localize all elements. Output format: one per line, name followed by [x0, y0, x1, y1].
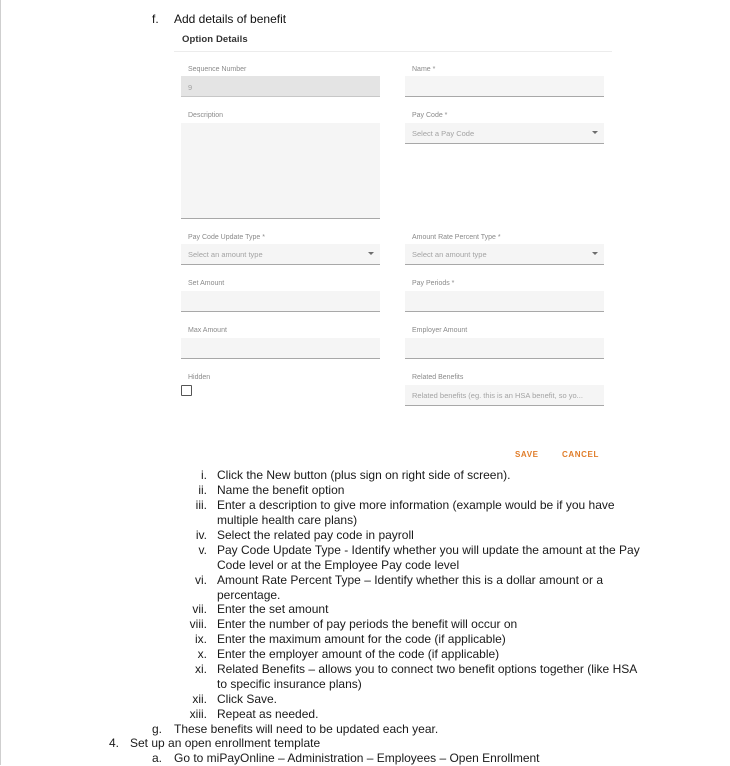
description-field[interactable]	[181, 123, 380, 219]
page-left-border	[0, 0, 1, 765]
sequence-number-field[interactable]	[181, 76, 380, 97]
pay-code-update-type-value: Select an amount type	[188, 250, 263, 259]
related-benefits-label: Related Benefits	[412, 374, 464, 381]
employer-amount-field[interactable]	[405, 338, 604, 359]
amount-rate-percent-type-dropdown-icon	[592, 252, 598, 255]
step-text: Select the related pay code in payroll	[217, 528, 414, 542]
step-text: Click the New button (plus sign on right side of screen).	[217, 468, 511, 482]
step-text: Repeat as needed.	[217, 707, 319, 721]
step-number: vi.	[195, 573, 207, 587]
step-text: percentage.	[217, 588, 281, 602]
amount-rate-percent-type-select[interactable]	[405, 244, 604, 265]
step-number: ix.	[195, 632, 207, 646]
pay-code-update-type-select[interactable]	[181, 244, 380, 265]
step-number: iii.	[195, 498, 207, 512]
max-amount-field[interactable]	[181, 338, 380, 359]
pay-code-label: Pay Code *	[412, 112, 448, 119]
step-number: xii.	[192, 692, 207, 706]
step-number: ii.	[198, 483, 207, 497]
hidden-label: Hidden	[188, 374, 211, 381]
option-details-form	[174, 28, 612, 468]
set-amount-field[interactable]	[181, 291, 380, 312]
sequence-number-label: Sequence Number	[188, 66, 247, 73]
hidden-checkbox[interactable]	[181, 385, 192, 396]
step-text: Code level or at the Employee Pay code level	[217, 558, 460, 572]
pay-code-update-type-label: Pay Code Update Type *	[188, 234, 265, 241]
step-text: Enter the employer amount of the code (if applicable)	[217, 647, 500, 661]
set-amount-label: Set Amount	[188, 280, 225, 287]
step-number: v.	[198, 543, 207, 557]
item-number: a.	[151, 751, 162, 765]
item-text: Go to miPayOnline – Administration – Employees – Open Enrollment	[174, 751, 540, 765]
item-text: These benefits will need to be updated each year.	[174, 722, 439, 736]
name-field[interactable]	[405, 76, 604, 97]
step-f-text: Add details of benefit	[174, 12, 287, 26]
step-text: Enter the maximum amount for the code (if applicable)	[217, 632, 506, 646]
related-benefits-field[interactable]	[405, 385, 604, 406]
step-text: Enter a description to give more information (example would be if you have	[217, 498, 615, 512]
pay-code-dropdown-icon	[592, 131, 598, 134]
pay-code-update-type-dropdown-icon	[368, 252, 374, 255]
form-title: Option Details	[182, 34, 248, 45]
step-text: multiple health care plans)	[217, 513, 358, 527]
pay-code-select[interactable]	[405, 123, 604, 144]
name-label: Name *	[412, 66, 436, 73]
pay-periods-field[interactable]	[405, 291, 604, 312]
amount-rate-percent-type-label: Amount Rate Percent Type *	[412, 234, 501, 241]
step-text: Pay Code Update Type - Identify whether you will update the amount at the Pay	[217, 543, 640, 557]
item-number: g.	[151, 722, 162, 736]
cancel-button[interactable]: CANCEL	[562, 450, 599, 459]
step-text: Click Save.	[217, 692, 278, 706]
pay-code-value: Select a Pay Code	[412, 129, 475, 138]
amount-rate-percent-type-value: Select an amount type	[412, 250, 487, 259]
item-text: Set up an open enrollment template	[130, 736, 321, 750]
max-amount-label: Max Amount	[188, 327, 227, 334]
description-label: Description	[188, 112, 224, 119]
form-divider	[174, 51, 612, 52]
step-number: i.	[201, 468, 207, 482]
step-number: iv.	[195, 528, 207, 542]
step-number: viii.	[189, 617, 207, 631]
step-text: Amount Rate Percent Type – Identify whether this is a dollar amount or a	[217, 573, 603, 587]
step-text: to specific insurance plans)	[217, 677, 362, 691]
step-number: x.	[197, 647, 207, 661]
step-text: Enter the set amount	[217, 602, 329, 616]
step-text: Related Benefits – allows you to connect two benefit options together (like HSA	[217, 662, 638, 676]
step-number: xiii.	[189, 707, 207, 721]
item-number: 4.	[108, 736, 119, 750]
sequence-number-value: 9	[188, 83, 193, 92]
step-f-marker: f.	[152, 12, 159, 26]
related-benefits-placeholder: Related benefits (eg. this is an HSA benefit, so yo...	[412, 391, 583, 400]
step-number: xi.	[195, 662, 207, 676]
employer-amount-label: Employer Amount	[412, 327, 468, 334]
step-number: vii.	[192, 602, 207, 616]
step-text: Enter the number of pay periods the benefit will occur on	[217, 617, 518, 631]
step-text: Name the benefit option	[217, 483, 345, 497]
pay-periods-label: Pay Periods *	[412, 280, 455, 287]
save-button[interactable]: SAVE	[515, 450, 539, 459]
